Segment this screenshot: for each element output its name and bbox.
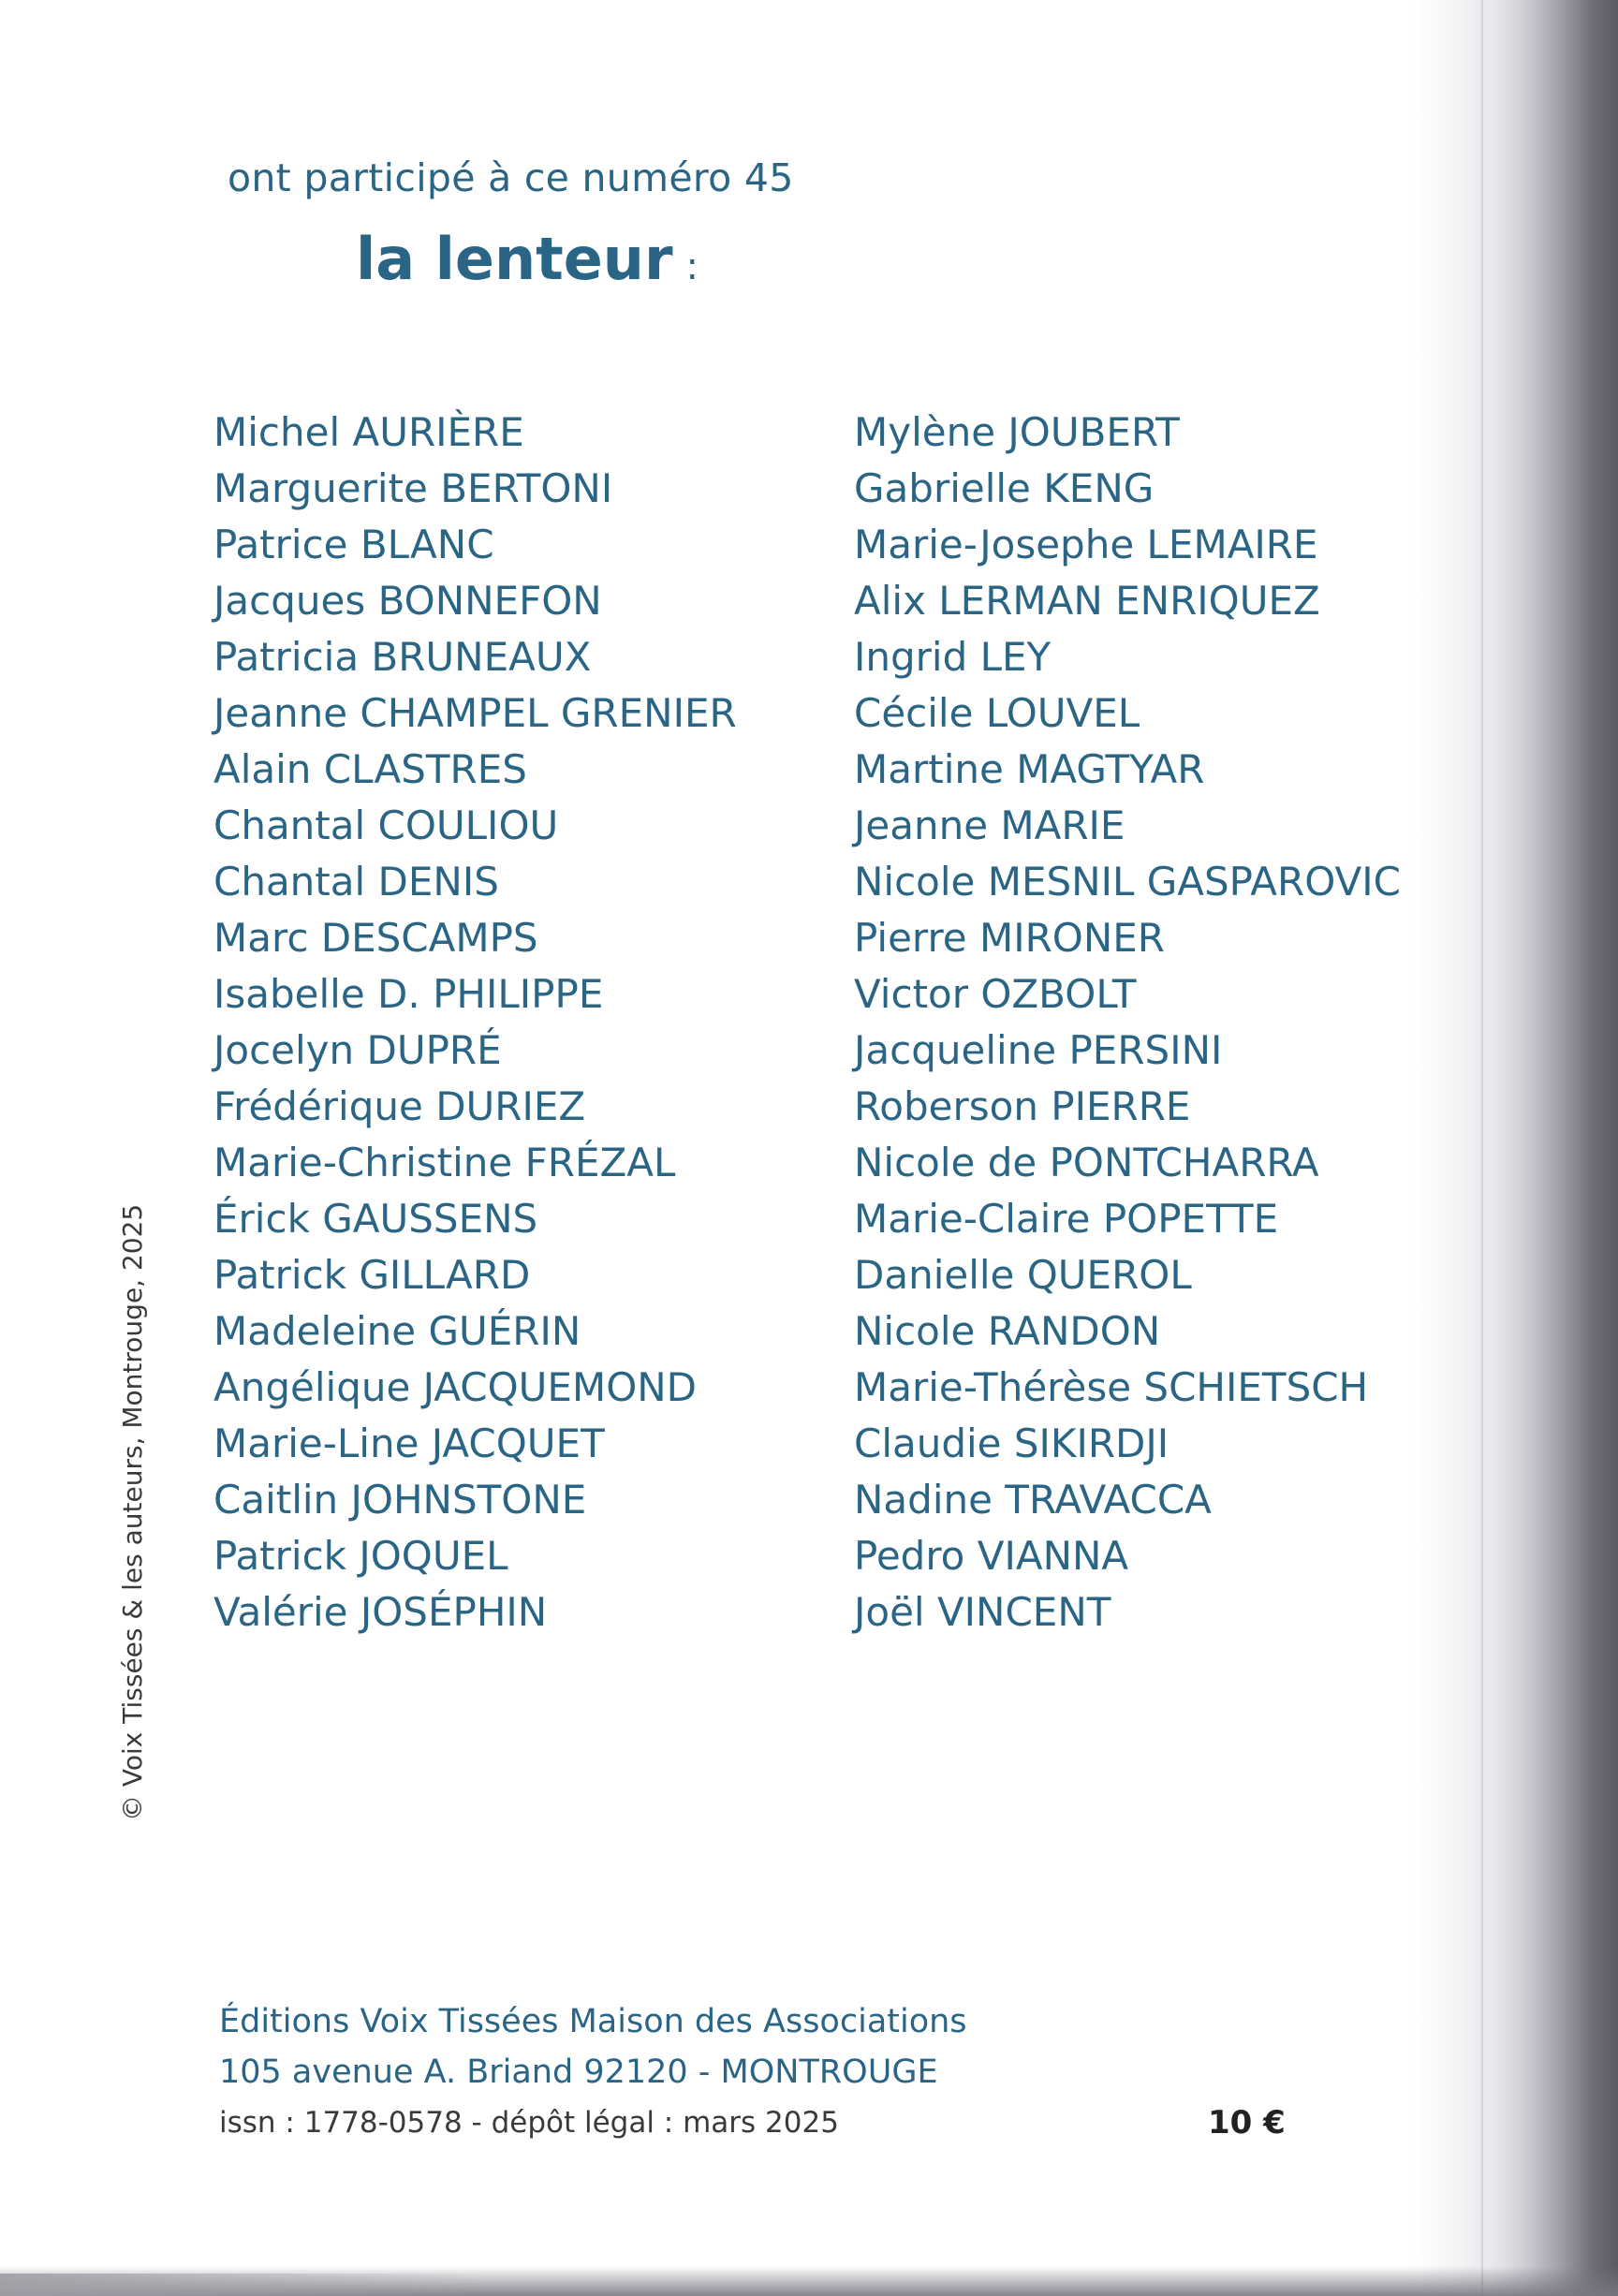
contributor-name: Pierre MIRONER — [854, 915, 1165, 961]
contributor-name: Jocelyn DUPRÉ — [213, 1027, 502, 1073]
contributor-name: Marie-Line JACQUET — [213, 1420, 605, 1466]
contributor-name: Jeanne MARIE — [854, 802, 1125, 848]
contributor-name: Alix LERMAN ENRIQUEZ — [854, 578, 1320, 624]
contributor-name: Gabrielle KENG — [854, 465, 1155, 511]
page-edge-shadow — [1412, 0, 1618, 2296]
contributor-name: Michel AURIÈRE — [213, 409, 524, 455]
contributors-left-column — [213, 405, 737, 1641]
contributor-name: Claudie SIKIRDJI — [854, 1420, 1169, 1466]
theme-colon: : — [685, 245, 699, 288]
contributor-name: Patrick JOQUEL — [213, 1533, 508, 1579]
contributor-name: Chantal DENIS — [213, 859, 499, 905]
theme-text: la lenteur — [356, 225, 673, 293]
price-label: 10 € — [1208, 2104, 1286, 2141]
contributor-name: Nicole RANDON — [854, 1308, 1161, 1354]
publisher-name: Éditions Voix Tissées Maison des Associations — [219, 2003, 967, 2040]
contributor-name: Pedro VIANNA — [854, 1533, 1129, 1579]
contributors-right-column — [854, 405, 1401, 1641]
contributor-name: Cécile LOUVEL — [854, 690, 1140, 736]
bottom-left-shadow — [0, 2274, 487, 2296]
contributor-name: Érick GAUSSENS — [213, 1196, 538, 1242]
contributor-name: Mylène JOUBERT — [854, 409, 1180, 455]
contributor-name: Patrice BLANC — [213, 522, 494, 567]
page-edge-line — [1481, 0, 1483, 2296]
contributor-name: Frédérique DURIEZ — [213, 1083, 586, 1129]
contributor-name: Joël VINCENT — [854, 1589, 1111, 1635]
contributor-name: Isabelle D. PHILIPPE — [213, 971, 604, 1017]
issue-theme-title — [356, 225, 699, 293]
contributor-name: Chantal COULIOU — [213, 802, 559, 848]
contributor-name: Roberson PIERRE — [854, 1083, 1191, 1129]
contributor-name: Jeanne CHAMPEL GRENIER — [213, 690, 737, 736]
contributor-name: Marie-Christine FRÉZAL — [213, 1140, 676, 1185]
publisher-address: 105 avenue A. Briand 92120 - MONTROUGE — [219, 2053, 938, 2091]
contributor-name: Nicole MESNIL GASPAROVIC — [854, 859, 1401, 905]
contributor-name: Marguerite BERTONI — [213, 465, 613, 511]
contributor-name: Angélique JACQUEMOND — [213, 1364, 698, 1410]
publisher-footer — [219, 1996, 967, 2148]
legal-info: issn : 1778-0578 - dépôt légal : mars 2025 — [219, 2106, 839, 2140]
contributor-name: Jacqueline PERSINI — [854, 1027, 1223, 1073]
contributor-name: Madeleine GUÉRIN — [213, 1308, 581, 1354]
contributor-name: Victor OZBOLT — [854, 971, 1137, 1017]
contributor-name: Nadine TRAVACCA — [854, 1477, 1212, 1523]
contributor-name: Alain CLASTRES — [213, 746, 527, 792]
contributor-name: Marc DESCAMPS — [213, 915, 538, 961]
contributor-name: Marie-Josephe LEMAIRE — [854, 522, 1318, 567]
contributor-name: Patricia BRUNEAUX — [213, 634, 592, 680]
contributor-name: Jacques BONNEFON — [213, 578, 602, 624]
contributor-name: Caitlin JOHNSTONE — [213, 1477, 587, 1523]
contributor-name: Marie-Claire POPETTE — [854, 1196, 1279, 1242]
contributor-name: Danielle QUEROL — [854, 1252, 1192, 1298]
contributor-name: Patrick GILLARD — [213, 1252, 531, 1298]
contributor-name: Martine MAGTYAR — [854, 746, 1205, 792]
contributor-name: Ingrid LEY — [854, 634, 1052, 680]
intro-text: ont participé à ce numéro 45 — [228, 155, 794, 200]
contributor-name: Marie-Thérèse SCHIETSCH — [854, 1364, 1369, 1410]
contributor-name: Valérie JOSÉPHIN — [213, 1589, 548, 1635]
copyright-notice: © Voix Tissées & les auteurs, Montrouge, 2025 — [117, 1203, 148, 1821]
contributor-name: Nicole de PONTCHARRA — [854, 1140, 1319, 1185]
